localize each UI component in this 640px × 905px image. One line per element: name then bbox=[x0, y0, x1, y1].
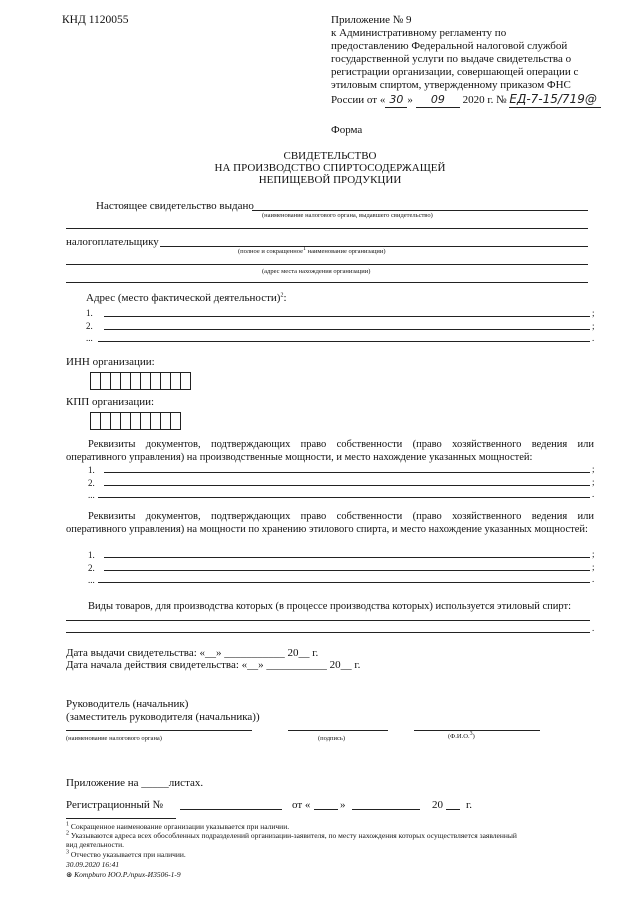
registration-label: Регистрационный № bbox=[66, 799, 164, 811]
knd-code: КНД 1120055 bbox=[62, 14, 129, 26]
requisites-storage-text: Реквизиты документов, подтверждающих право собственности (право хозяйственного ведения или оперативного управления) на мощности по хранению этилового спирта, и место нахождение указанных мощностей: bbox=[66, 511, 594, 535]
title-line: НА ПРОИЗВОДСТВО СПИРТОСОДЕРЖАЩЕЙ bbox=[214, 162, 446, 174]
inn-label: ИНН организации: bbox=[66, 356, 155, 368]
address-label-text: Адрес (место фактической деятельности) bbox=[86, 292, 281, 304]
footnote-text: Сокращенное наименование организации указывается при наличии. bbox=[70, 822, 290, 831]
footnote-num: 1 bbox=[66, 821, 69, 828]
stamp-system bbox=[66, 870, 181, 879]
registration-year-suffix: г. bbox=[466, 799, 473, 811]
req2-item-line bbox=[104, 557, 590, 558]
req2-item-end: . bbox=[592, 574, 595, 584]
taxpayer-name-caption bbox=[238, 245, 386, 256]
taxpayer-address-line bbox=[66, 264, 588, 265]
appendix-block bbox=[331, 14, 601, 108]
taxpayer-label: налогоплательщику bbox=[66, 236, 159, 248]
kpp-box[interactable] bbox=[171, 413, 180, 429]
appendix-line: Приложение № 9 bbox=[331, 14, 412, 26]
address-colon: : bbox=[283, 292, 287, 304]
document-title bbox=[180, 150, 480, 186]
inn-box[interactable] bbox=[131, 373, 141, 389]
kpp-box[interactable] bbox=[131, 413, 141, 429]
order-mid: » bbox=[407, 94, 413, 106]
kpp-box[interactable] bbox=[121, 413, 131, 429]
address-item-num: 1. bbox=[86, 308, 93, 318]
req2-item-num: 2. bbox=[88, 563, 95, 573]
req2-item-line bbox=[98, 582, 590, 583]
order-prefix: России от « bbox=[331, 94, 386, 106]
head-fio-caption bbox=[448, 730, 475, 741]
req1-item-end: . bbox=[592, 489, 595, 499]
address-item-num: 2. bbox=[86, 321, 93, 331]
address-item-end: ; bbox=[592, 321, 595, 331]
req1-item-num: 2. bbox=[88, 478, 95, 488]
taxpayer-address-line-2 bbox=[66, 282, 588, 283]
stamp-icon: ⊛ bbox=[66, 870, 73, 879]
issued-field-line bbox=[252, 210, 588, 211]
caption-text: (Ф.И.О. bbox=[448, 733, 470, 740]
title-line: НЕПИЩЕВОЙ ПРОДУКЦИИ bbox=[258, 174, 402, 186]
attachment-line: Приложение на _____листах. bbox=[66, 777, 204, 789]
address-item-end: ; bbox=[592, 308, 595, 318]
req1-item-end: ; bbox=[592, 477, 595, 487]
inn-box[interactable] bbox=[111, 373, 121, 389]
footnote-num: 2 bbox=[66, 830, 69, 837]
registration-quote-close: » bbox=[340, 799, 346, 811]
issued-label: Настоящее свидетельство выдано bbox=[96, 200, 254, 212]
footnote-num: 3 bbox=[66, 849, 69, 856]
taxpayer-address-caption: (адрес места нахождения организации) bbox=[262, 268, 371, 275]
issued-field-line-2 bbox=[66, 228, 588, 229]
caption-text: ) bbox=[472, 733, 475, 740]
goods-line bbox=[66, 620, 590, 621]
req1-item-num: 1. bbox=[88, 465, 95, 475]
kpp-box[interactable] bbox=[141, 413, 151, 429]
footnote-separator bbox=[66, 818, 176, 819]
start-date: Дата начала действия свидетельства: «__» ___________ 20__ г. bbox=[66, 659, 361, 671]
head-org-line bbox=[66, 730, 252, 731]
kpp-box[interactable] bbox=[101, 413, 111, 429]
order-line bbox=[331, 92, 601, 108]
order-month: 09 bbox=[416, 92, 460, 108]
stamp-system-text: Kompburo ЮО.Р./прих-И3506-1-9 bbox=[74, 870, 181, 879]
inn-box[interactable] bbox=[151, 373, 161, 389]
req1-item-num: ... bbox=[88, 490, 95, 500]
goods-line-2 bbox=[66, 632, 590, 633]
address-item-line bbox=[104, 329, 590, 330]
footnote-2 bbox=[66, 831, 517, 840]
goods-label: Виды товаров, для производства которых (в процессе производства которых) используется этиловый спирт: bbox=[88, 601, 572, 612]
goods-end: . bbox=[592, 623, 595, 633]
inn-boxes[interactable] bbox=[90, 372, 191, 390]
kpp-boxes[interactable] bbox=[90, 412, 181, 430]
head-title-line: Руководитель (начальник) bbox=[66, 698, 189, 710]
inn-box[interactable] bbox=[101, 373, 111, 389]
req1-item-end: ; bbox=[592, 464, 595, 474]
address-item-line bbox=[104, 316, 590, 317]
inn-box[interactable] bbox=[181, 373, 190, 389]
stamp-datetime: 30.09.2020 16:41 bbox=[66, 860, 120, 869]
issue-date: Дата выдачи свидетельства: «__» ___________ 20__ г. bbox=[66, 647, 319, 659]
title-line: СВИДЕТЕЛЬСТВО bbox=[283, 150, 377, 162]
kpp-box[interactable] bbox=[91, 413, 101, 429]
inn-box[interactable] bbox=[161, 373, 171, 389]
req2-item-line bbox=[104, 570, 590, 571]
appendix-line: предоставлению Федеральной налоговой службой bbox=[331, 40, 568, 52]
taxpayer-field-line bbox=[160, 246, 588, 247]
registration-month-line bbox=[352, 809, 420, 810]
head-org-caption: (наименование налогового органа) bbox=[66, 735, 162, 742]
head-fio-line bbox=[414, 730, 540, 731]
appendix-line: государственной услуги по выдаче свидетельства о bbox=[331, 53, 572, 65]
footnote-text: Указываются адреса всех обособленных подразделений организации-заявителя, по месту нахождения которых осуществляется заявленный bbox=[70, 831, 517, 840]
order-day: 30 bbox=[385, 92, 407, 108]
order-year: 2020 г. № bbox=[462, 94, 507, 106]
footnote-ref: 3 bbox=[469, 730, 473, 737]
address-item-num: ... bbox=[86, 333, 93, 343]
address-item-end: . bbox=[592, 333, 595, 343]
head-sign-line bbox=[288, 730, 388, 731]
caption-text: наименование организации) bbox=[307, 248, 386, 255]
registration-number-line bbox=[180, 809, 282, 810]
head-title-line: (заместитель руководителя (начальника)) bbox=[66, 711, 260, 723]
req1-item-line bbox=[104, 485, 590, 486]
inn-box[interactable] bbox=[91, 373, 101, 389]
appendix-line: регистрации организации, совершающей операции с bbox=[331, 66, 579, 78]
footnote-1 bbox=[66, 822, 289, 831]
inn-box[interactable] bbox=[121, 373, 131, 389]
req2-item-num: 1. bbox=[88, 550, 95, 560]
inn-box[interactable] bbox=[171, 373, 181, 389]
address-item-line bbox=[98, 341, 590, 342]
footnote-text: вид деятельности. bbox=[66, 840, 125, 849]
kpp-box[interactable] bbox=[151, 413, 161, 429]
kpp-box[interactable] bbox=[111, 413, 121, 429]
req1-item-line bbox=[104, 472, 590, 473]
footnote-ref: 2 bbox=[280, 292, 284, 299]
inn-box[interactable] bbox=[141, 373, 151, 389]
req1-item-line bbox=[98, 497, 590, 498]
appendix-line: к Административному регламенту по bbox=[331, 27, 507, 39]
registration-day-line bbox=[314, 809, 338, 810]
kpp-box[interactable] bbox=[161, 413, 171, 429]
caption-text: (полное и сокращенное bbox=[238, 248, 303, 255]
footnote-3 bbox=[66, 850, 186, 859]
issued-caption: (наименование налогового органа, выдавшего свидетельство) bbox=[262, 212, 433, 219]
registration-year-line bbox=[446, 809, 460, 810]
req2-item-num: ... bbox=[88, 575, 95, 585]
req2-item-end: ; bbox=[592, 562, 595, 572]
address-label bbox=[86, 292, 287, 305]
footnote-text: Отчество указывается при наличии. bbox=[70, 850, 186, 859]
footnote-ref: 1 bbox=[302, 245, 306, 252]
registration-year: 20 bbox=[432, 799, 443, 811]
appendix-line: этиловым спиртом, утвержденному приказом ФНС bbox=[331, 79, 571, 91]
form-label: Форма bbox=[331, 124, 363, 136]
req2-item-end: ; bbox=[592, 549, 595, 559]
kpp-label: КПП организации: bbox=[66, 396, 155, 408]
order-number: ЕД-7-15/719@ bbox=[509, 92, 601, 108]
registration-from: от « bbox=[292, 799, 311, 811]
head-sign-caption: (подпись) bbox=[318, 735, 345, 742]
footnote-2-cont bbox=[66, 840, 124, 849]
requisites-production-text: Реквизиты документов, подтверждающих право собственности (право хозяйственного ведения или оперативного управления) на производственные мощности, и место нахождение указанных мощностей: bbox=[66, 439, 594, 463]
